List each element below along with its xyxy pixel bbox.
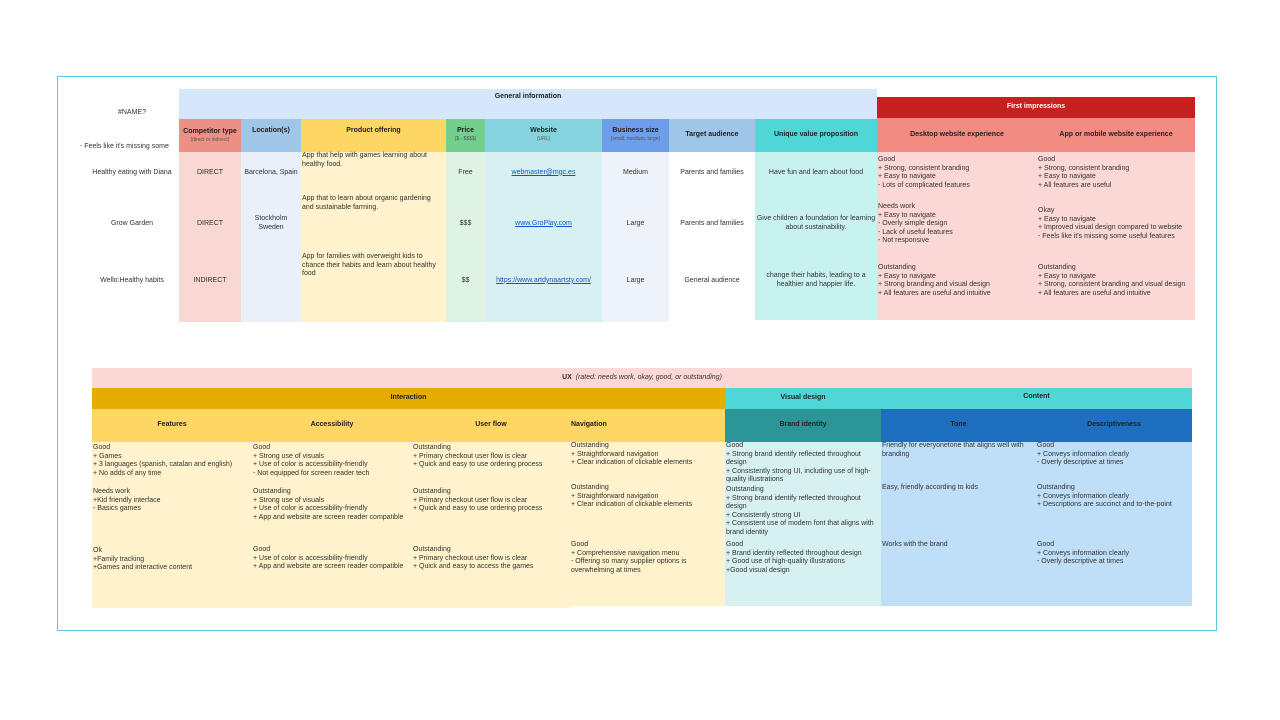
business-size-value: Medium xyxy=(623,168,648,176)
column-header-website xyxy=(485,119,602,152)
visual-design-label: Visual design xyxy=(780,394,826,402)
ux-title-bar xyxy=(92,368,1192,388)
mobile-label: App or mobile website experience xyxy=(1059,130,1173,138)
website-link[interactable]: www.GroPlay.com xyxy=(515,219,572,227)
website-label: Website xyxy=(530,127,557,134)
business-size-value: Large xyxy=(626,219,645,227)
price-value: $$ xyxy=(461,276,470,284)
location-value: Stockholm Sweden xyxy=(254,215,288,231)
general-information-label: General information xyxy=(494,93,562,100)
website-link[interactable]: https://www.artdynaartsty.com/ xyxy=(496,276,591,284)
first-impressions-header xyxy=(877,97,1195,118)
competitor-name: Healthy eating with Diana xyxy=(92,168,172,176)
general-information-header xyxy=(179,89,877,119)
target-audience-value: General audience xyxy=(684,276,740,284)
uvp-value: change their habits, leading to a healthier and happier life. xyxy=(766,272,866,288)
price-sublabel: ($ - $$$$) xyxy=(454,135,477,142)
navigation-value: Outstanding + Straightforward navigation + Clear indication of clickable elements xyxy=(571,442,693,467)
accessibility-value: Good + Strong use of visuals + Use of color is accessibility-friendly - Not equipped for screen reader tech xyxy=(253,444,370,477)
features-label: Features xyxy=(157,421,187,429)
ux-title: UX xyxy=(562,373,572,381)
column-header-tone xyxy=(881,409,1036,442)
desktop-experience-value: Good + Strong, consistent branding + Easy to navigate - Lots of complicated features xyxy=(878,156,970,189)
column-header-mobile xyxy=(1037,118,1195,152)
user-flow-value: Outstanding + Primary checkout user flow is clear + Quick and easy to use ordering process xyxy=(413,488,543,513)
brand-identity-value: Outstanding + Strong brand identify reflected throughout design + Consistently strong UI + Consistent use of modern font that aligns with brand identity xyxy=(726,486,874,536)
features-value: Good + Games + 3 languages (spanish, catalan and english) + No adds of any time xyxy=(93,444,233,477)
website-link[interactable]: webmaster@mgc.es xyxy=(511,168,576,176)
column-header-competitor-type xyxy=(179,119,241,152)
interaction-header xyxy=(92,388,725,409)
navigation-label: Navigation xyxy=(571,421,607,429)
column-header-features xyxy=(92,409,252,442)
price-label: Price xyxy=(456,127,475,134)
product-offering-column xyxy=(301,152,446,322)
mobile-experience-value: Outstanding + Easy to navigate + Strong, consistent branding and visual design + All features are useful and intuitive xyxy=(1038,264,1186,297)
desktop-experience-value: Needs work + Easy to navigate - Overly simple design - Lack of useful features - Not responsive xyxy=(878,203,953,245)
first-impressions-label: First impressions xyxy=(1006,103,1066,111)
missing-label: - Feels like it's missing some xyxy=(80,143,169,150)
product-offering-label: Product offering xyxy=(346,127,401,134)
uvp-label: Unique value proposition xyxy=(773,131,858,139)
competitor-type-value: INDIRECT xyxy=(193,276,227,284)
user-flow-value: Outstanding + Primary checkout user flow is clear + Quick and easy to access the games xyxy=(413,546,534,571)
column-header-user-flow xyxy=(412,409,570,442)
features-value: Needs work +Kid friendly interface - Basics games xyxy=(93,488,161,513)
location-label: Location(s) xyxy=(252,127,290,134)
tone-value: Easy, friendly according to kids xyxy=(882,484,978,491)
navigation-value: Outstanding + Straightforward navigation + Clear indication of clickable elements xyxy=(571,484,693,509)
tone-label: Tone xyxy=(950,421,967,429)
column-header-brand-identity xyxy=(725,409,881,442)
visual-design-header xyxy=(725,388,881,409)
column-header-price xyxy=(446,119,485,152)
location-value: Barcelona, Spain xyxy=(244,168,298,176)
user-flow-value: Outstanding + Primary checkout user flow is clear + Quick and easy to use ordering process xyxy=(413,444,543,469)
column-header-accessibility xyxy=(252,409,412,442)
product-offering-value: App for families with overweight kids to chance their habits and learn about healthy food xyxy=(302,253,436,278)
competitor-type-label: Competitor type xyxy=(183,128,237,136)
brand-identity-value: Good + Brand identity reflected throughout design + Good use of high-quality illustrations +Good visual design xyxy=(726,541,862,574)
name-error-label: #NAME? xyxy=(117,109,146,116)
competitor-type-value: DIRECT xyxy=(196,168,224,176)
desktop-label: Desktop website experience xyxy=(910,130,1004,138)
column-header-uvp xyxy=(755,119,877,152)
competitor-name: Wello:Healthy habits xyxy=(100,276,164,284)
brand-identity-label: Brand identity xyxy=(779,421,827,429)
descriptiveness-label: Descriptiveness xyxy=(1087,421,1141,429)
content-label: Content xyxy=(1023,393,1050,400)
descriptiveness-value: Good + Conveys information clearly - Overly descriptive at times xyxy=(1037,541,1130,566)
descriptiveness-value: Outstanding + Conveys information clearly + Descriptions are succinct and to-the-point xyxy=(1037,484,1172,509)
column-header-business-size xyxy=(602,119,669,152)
competitor-type-value: DIRECT xyxy=(196,219,224,227)
competitor-type-sublabel: (direct or indirect) xyxy=(190,136,230,143)
column-header-navigation xyxy=(570,409,725,442)
column-header-product-offering xyxy=(301,119,446,152)
mobile-experience-value: Okay + Easy to navigate + Improved visual design compared to website - Feels like it's missing some useful features xyxy=(1038,207,1183,240)
navigation-value: Good + Comprehensive navigation menu - Offering so many supplier options is overwhelming at times xyxy=(571,541,687,574)
column-header-location xyxy=(241,119,301,152)
business-size-sublabel: (small, medium, large) xyxy=(610,135,661,142)
descriptiveness-value: Good + Conveys information clearly - Overly descriptive at times xyxy=(1037,442,1130,467)
interaction-label: Interaction xyxy=(390,394,427,402)
tone-value: Works with the brand xyxy=(882,541,948,548)
brand-identity-value: Good + Strong brand identify reflected throughout design + Consistently strong UI, including use of high-quality illustrations xyxy=(726,442,871,484)
target-audience-label: Target audience xyxy=(685,131,739,139)
website-sublabel: (URL) xyxy=(536,135,551,142)
business-size-label: Business size xyxy=(612,127,659,134)
product-offering-value: App that to learn about organic gardening and sustainable farming. xyxy=(302,195,431,211)
tone-value: Friendly for everyonetone that aligns well with branding xyxy=(882,442,1024,458)
features-value: Ok +Family tracking +Games and interactive content xyxy=(93,547,193,572)
desktop-experience-value: Outstanding + Easy to navigate + Strong branding and visual design + All features are useful and intuitive xyxy=(878,264,991,297)
content-header xyxy=(881,388,1192,409)
target-audience-value: Parents and families xyxy=(680,168,744,176)
uvp-value: Give children a foundation for learning about sustainability. xyxy=(756,215,876,231)
business-size-value: Large xyxy=(626,276,645,284)
ux-title-sub: (rated: needs work, okay, good, or outstanding) xyxy=(575,373,722,381)
mobile-experience-value: Good + Strong, consistent branding + Easy to navigate + All features are useful xyxy=(1038,156,1130,189)
price-value: Free xyxy=(458,168,473,176)
user-flow-label: User flow xyxy=(475,421,507,429)
accessibility-value: Good + Use of color is accessibility-friendly + App and website are screen reader compatible xyxy=(253,546,404,571)
accessibility-label: Accessibility xyxy=(310,421,354,429)
price-value: $$$ xyxy=(459,219,472,227)
uvp-value: Have fun and learn about food xyxy=(768,168,864,176)
accessibility-value: Outstanding + Strong use of visuals + Use of color is accessibility-friendly + App and website are screen reader compatible xyxy=(253,488,404,521)
column-header-target-audience xyxy=(669,119,755,152)
target-audience-value: Parents and families xyxy=(680,219,744,227)
column-header-descriptiveness xyxy=(1036,409,1192,442)
competitor-name: Grow Garden xyxy=(110,219,154,227)
product-offering-value: App that help with games learning about healthy food. xyxy=(302,152,427,168)
column-header-desktop xyxy=(877,118,1037,152)
location-value xyxy=(241,274,301,288)
